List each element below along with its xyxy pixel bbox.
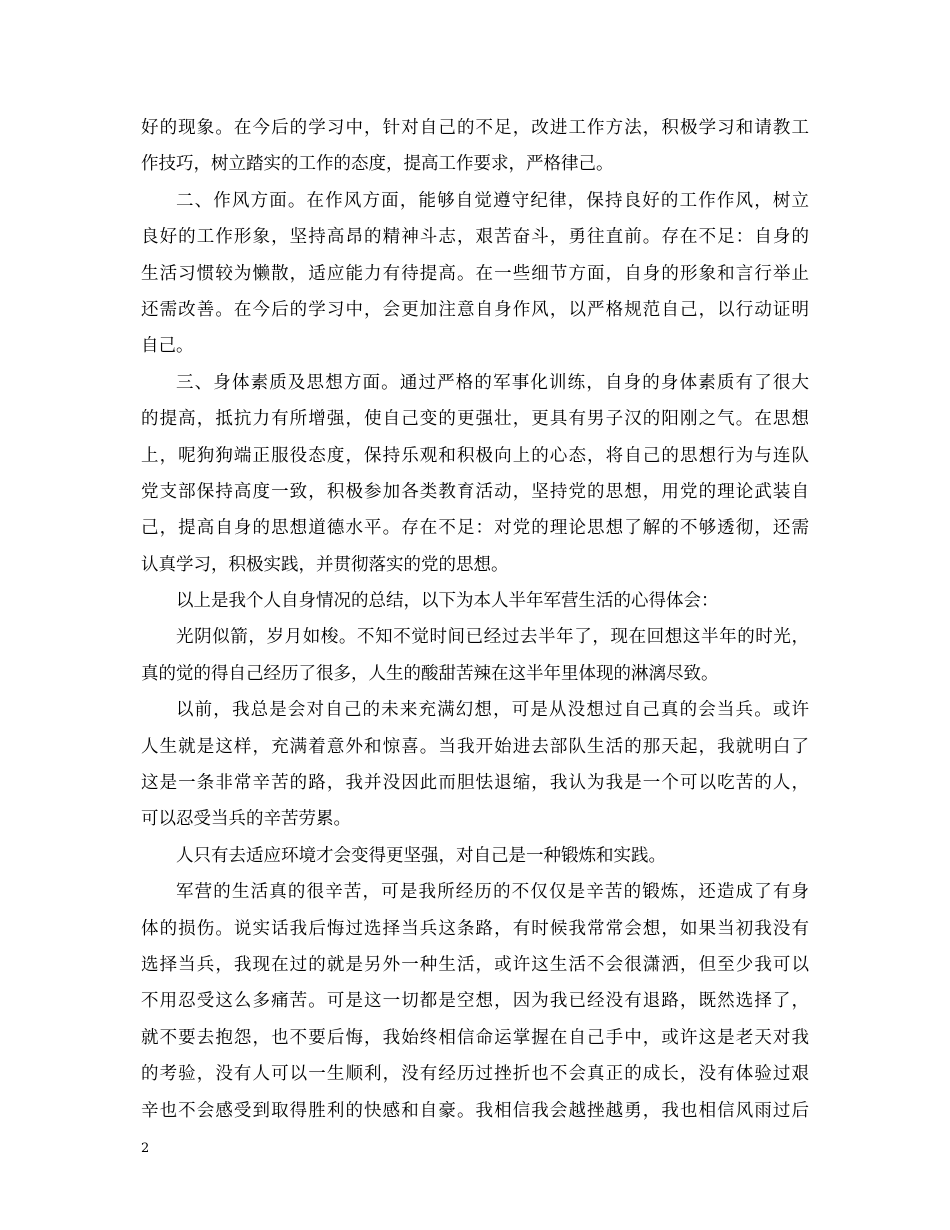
text-line: 真的觉的得自己经历了很多，人生的酸甜苦辣在这半年里体现的淋漓尽致。 bbox=[141, 663, 719, 684]
text-line: 良好的工作形象，坚持高昂的精神斗志，艰苦奋斗，勇往直前。存在不足：自身的 bbox=[141, 227, 809, 248]
text-line: 光阴似箭，岁月如梭。不知不觉时间已经过去半年了，现在回想这半年的时光， bbox=[176, 627, 809, 648]
text-line: 体的损伤。说实话我后悔过选择当兵这条路，有时候我常常会想，如果当初我没有 bbox=[141, 918, 809, 939]
text-line: 可以忍受当兵的辛苦劳累。 bbox=[141, 809, 351, 830]
text-line: 己，提高自身的思想道德水平。存在不足：对党的理论思想了解的不够透彻，还需 bbox=[141, 518, 809, 539]
text-line: 党支部保持高度一致，积极参加各类教育活动，坚持党的思想，用党的理论武装自 bbox=[141, 481, 809, 502]
body-text bbox=[141, 110, 809, 1129]
text-line: 这是一条非常辛苦的路，我并没因此而胆怯退缩，我认为我是一个可以吃苦的人， bbox=[141, 773, 809, 794]
text-line: 二、作风方面。在作风方面，能够自觉遵守纪律，保持良好的工作作风，树立 bbox=[176, 190, 809, 211]
text-line: 好的现象。在今后的学习中，针对自己的不足，改进工作方法，积极学习和请教工 bbox=[141, 118, 809, 138]
text-line: 选择当兵，我现在过的就是另外一种生活，或许这生活不会很潇洒，但至少我可以 bbox=[141, 954, 809, 975]
text-line: 人只有去适应环境才会变得更坚强，对自己是一种锻炼和实践。 bbox=[176, 845, 666, 866]
text-line: 不用忍受这么多痛苦。可是这一切都是空想，因为我已经没有退路，既然选择了， bbox=[141, 991, 809, 1012]
text-line: 三、身体素质及思想方面。通过严格的军事化训练，自身的身体素质有了很大 bbox=[176, 372, 809, 393]
text-line: 军营的生活真的很辛苦，可是我所经历的不仅仅是辛苦的锻炼，还造成了有身 bbox=[176, 882, 809, 903]
text-line: 认真学习，积极实践，并贯彻落实的党的思想。 bbox=[141, 554, 509, 575]
text-line: 作技巧，树立踏实的工作的态度，提高工作要求，严格律己。 bbox=[141, 154, 614, 175]
text-line: 人生就是这样，充满着意外和惊喜。当我开始进去部队生活的那天起，我就明白了 bbox=[141, 736, 809, 757]
text-line: 还需改善。在今后的学习中，会更加注意自身作风，以严格规范自己，以行动证明 bbox=[141, 299, 809, 320]
text-line: 以上是我个人自身情况的总结，以下为本人半年军营生活的心得体会： bbox=[176, 591, 719, 612]
text-line: 的提高，抵抗力有所增强，使自己变的更强壮，更具有男子汉的阳刚之气。在思想 bbox=[141, 409, 809, 430]
text-line: 以前，我总是会对自己的未来充满幻想，可是从没想过自己真的会当兵。或许 bbox=[176, 700, 809, 721]
text-line: 就不要去抱怨，也不要后悔，我始终相信命运掌握在自己手中，或许这是老天对我 bbox=[141, 1027, 809, 1048]
text-line: 生活习惯较为懒散，适应能力有待提高。在一些细节方面，自身的形象和言行举止 bbox=[141, 263, 809, 284]
page-number: 2 bbox=[141, 1141, 150, 1156]
text-line: 上，呢狗狗端正服役态度，保持乐观和积极向上的心态，将自己的思想行为与连队 bbox=[141, 445, 809, 466]
text-line: 辛也不会感受到取得胜利的快感和自豪。我相信我会越挫越勇，我也相信风雨过后 bbox=[141, 1100, 809, 1121]
text-line: 的考验，没有人可以一生顺利，没有经历过挫折也不会真正的成长，没有体验过艰 bbox=[141, 1064, 809, 1085]
text-line: 自己。 bbox=[141, 336, 194, 357]
